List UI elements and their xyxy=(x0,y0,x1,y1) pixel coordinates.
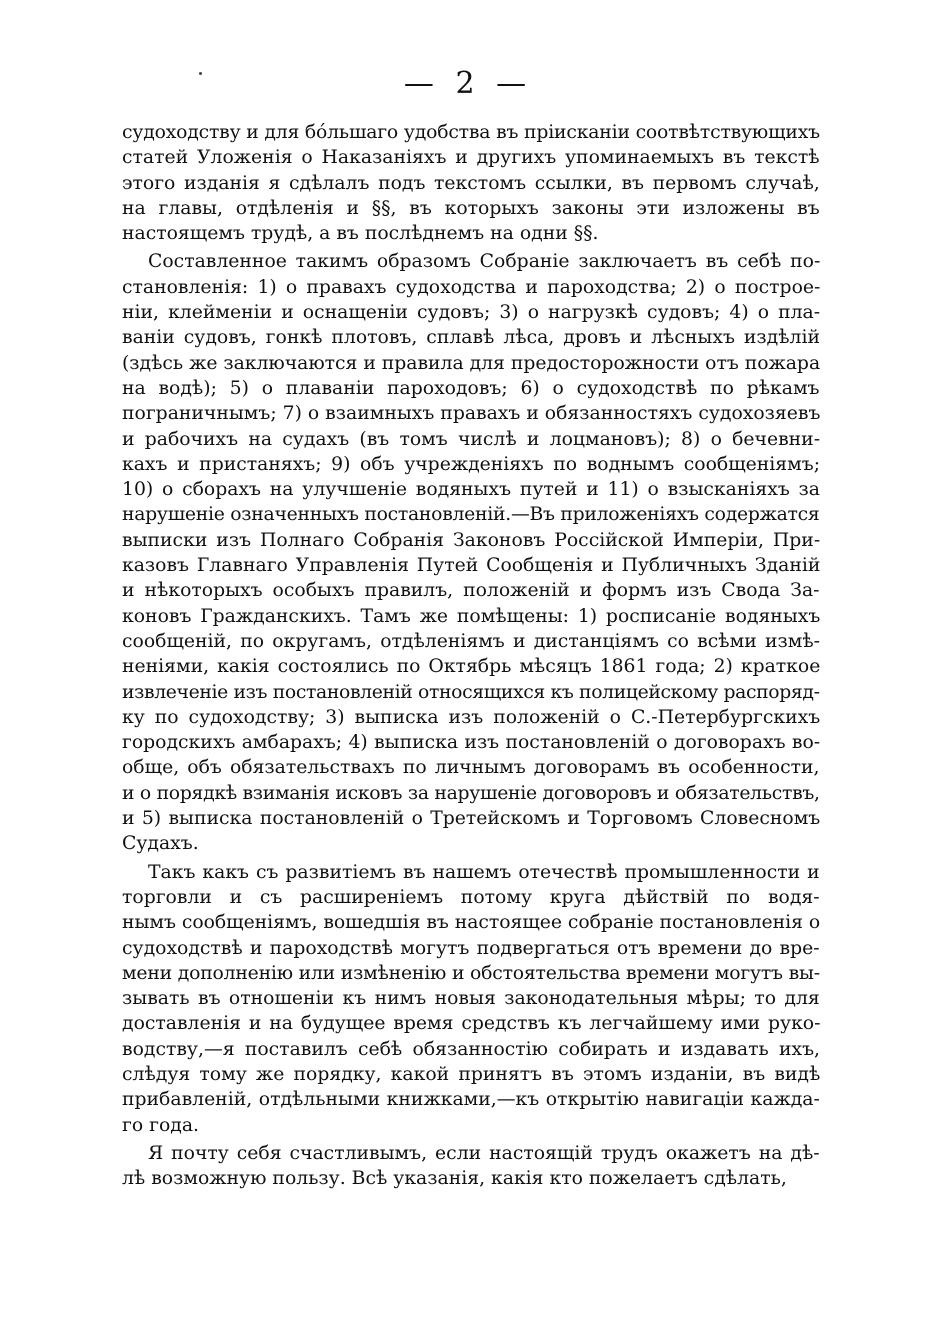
text-line: Судахъ. xyxy=(122,833,199,855)
paragraph xyxy=(122,860,820,1138)
page-number: — 2 — xyxy=(403,66,533,101)
text-line: лѣ возможную пользу. Всѣ указанiя, какiя кто пожелаетъ сдѣлать, xyxy=(122,1168,787,1190)
text-line: Составленное такимъ образомъ Собранiе заключаетъ въ себѣ по- xyxy=(148,251,820,273)
text-line: доставленiя и на будущее время средствъ къ легчайшему ими руко- xyxy=(122,1013,820,1035)
body-text xyxy=(122,120,820,1191)
text-line: Я почту себя счастливымъ, если настоящiй трудъ окажетъ на дѣ- xyxy=(148,1142,820,1164)
text-line: (здѣсь же заключаются и правила для предосторожности отъ пожара xyxy=(122,352,820,374)
text-line: слѣдуя тому же порядку, какой принятъ въ этомъ изданiи, въ видѣ xyxy=(122,1063,820,1085)
text-line: становленiя: 1) о правахъ судоходства и пароходства; 2) о построе- xyxy=(122,276,820,298)
text-line: 10) о сборахъ на улучшенiе водяныхъ путей и 11) о взысканiяхъ за xyxy=(122,479,820,501)
text-line: казовъ Главнаго Управленiя Путей Сообщенiя и Публичныхъ Зданiй xyxy=(122,555,820,577)
text-line: выписки изъ Полнаго Собранiя Законовъ Россiйской Имперiи, При- xyxy=(122,529,820,551)
text-line: и 5) выписка постановленiй о Третейскомъ и Торговомъ Словесномъ xyxy=(122,808,820,830)
paragraph xyxy=(122,120,820,246)
text-line: городскихъ амбарахъ; 4) выписка изъ постановленiй о договорахъ во- xyxy=(122,732,820,754)
text-line: водству,—я поставилъ себѣ обязанностiю собирать и издавать ихъ, xyxy=(122,1038,820,1060)
text-line: настоящемъ трудѣ, а въ послѣднемъ на одни §§. xyxy=(122,223,599,245)
text-line: сообщенiй, по округамъ, отдѣленiямъ и дистанцiямъ со всѣми измѣ- xyxy=(122,630,820,652)
text-line: мени дополненiю или измѣненiю и обстоятельства времени могутъ вы- xyxy=(122,962,820,984)
text-line: нымъ сообщенiямъ, вошедшiя въ настоящее собранiе постановленiя о xyxy=(122,912,820,934)
paragraph xyxy=(122,1141,820,1192)
text-line: и нѣкоторыхъ особыхъ правилъ, положенiй и формъ изъ Свода За- xyxy=(122,580,820,602)
text-line: нарушенiе означенныхъ постановленiй.—Въ приложенiяхъ содержатся xyxy=(122,504,820,526)
text-line: ванiи судовъ, гонкѣ плотовъ, сплавѣ лѣса, дровъ и лѣсныхъ издѣлiй xyxy=(122,327,820,349)
text-line: на водѣ); 5) о плаванiи пароходовъ; 6) о судоходствѣ по рѣкамъ xyxy=(122,377,820,399)
text-line: и о порядкѣ взиманiя исковъ за нарушенiе договоровъ и обязательствъ, xyxy=(122,782,820,804)
text-line: коновъ Гражданскихъ. Тамъ же помѣщены: 1) росписанiе водяныхъ xyxy=(122,605,820,627)
text-line: го года. xyxy=(122,1114,199,1136)
text-line: на главы, отдѣленiя и §§, въ которыхъ законы эти изложены въ xyxy=(122,197,820,219)
text-line: зывать въ отношенiи къ нимъ новыя законодательныя мѣры; то для xyxy=(122,988,820,1010)
text-line: извлеченiе изъ постановленiй относящихся къ полицейскому распоряд- xyxy=(122,681,820,703)
text-line: торговли и съ расширенiемъ потому круга дѣйствiй по водя- xyxy=(122,886,820,908)
text-line: ненiями, какiя состоялись по Октябрь мѣсяцъ 1861 года; 2) краткое xyxy=(122,656,820,678)
text-line: ку по судоходству; 3) выписка изъ положенiй о С.-Петербургскихъ xyxy=(122,706,820,728)
text-line: статей Уложенiя о Наказанiяхъ и другихъ упоминаемыхъ въ текстѣ xyxy=(122,147,820,169)
text-line: Такъ какъ съ развитiемъ въ нашемъ отечествѣ промышленности и xyxy=(148,861,820,883)
text-line: нiи, клейменiи и оснащенiи судовъ; 3) о нагрузкѣ судовъ; 4) о пла- xyxy=(122,302,820,324)
text-line: кахъ и пристаняхъ; 9) объ учрежденiяхъ по воднымъ сообщенiямъ; xyxy=(122,453,820,475)
text-line: этого изданiя я сдѣлалъ подъ текстомъ ссылки, въ первомъ случаѣ, xyxy=(122,172,820,194)
text-line: прибавленiй, отдѣльными книжками,—къ открытiю навигацiи кажда- xyxy=(122,1089,820,1111)
text-line: судоходству и для бóльшаго удобства въ прiисканiи соотвѣтствующихъ xyxy=(122,122,820,143)
text-line: судоходствѣ и пароходствѣ могутъ подвергаться отъ времени до вре- xyxy=(122,937,820,959)
paragraph xyxy=(122,249,820,856)
text-line: и рабочихъ на судахъ (въ томъ числѣ и лоцмановъ); 8) о бечевни- xyxy=(122,428,820,450)
text-line: пограничнымъ; 7) о взаимныхъ правахъ и обязанностяхъ судохозяевъ xyxy=(122,403,820,425)
text-line: обще, объ обязательствахъ по личнымъ договорамъ въ особенности, xyxy=(122,757,820,779)
